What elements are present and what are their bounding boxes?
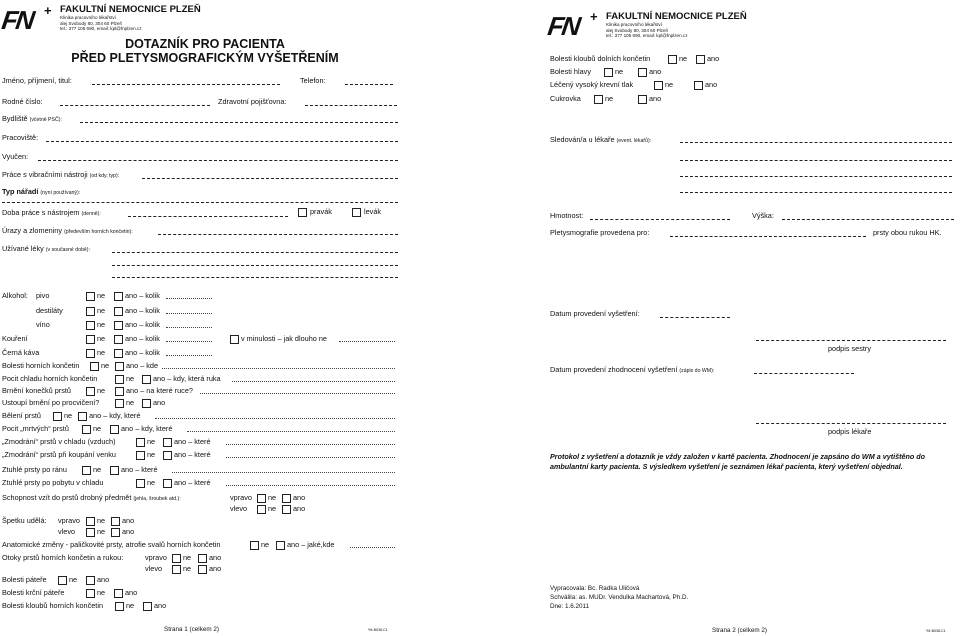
blue-bath-field[interactable]: [226, 457, 395, 458]
doctor-label: Sledován/a u lékaře (event. lékařů):: [550, 135, 652, 144]
blue-cold-no-checkbox[interactable]: [136, 438, 145, 447]
lower-joints-yes-checkbox[interactable]: [696, 55, 705, 64]
small-items-left-no-label: ne: [268, 504, 277, 513]
dead-fingers-no-checkbox[interactable]: [82, 425, 91, 434]
tingling-recedes-no-checkbox[interactable]: [115, 399, 124, 408]
tingling-recedes-no-label: ne: [126, 398, 135, 407]
coffee-no-label: ne: [97, 348, 106, 357]
pinch-left-no-checkbox[interactable]: [86, 528, 95, 537]
nurse-signature-label: podpis sestry: [828, 344, 871, 353]
stiff-cold-field[interactable]: [226, 485, 395, 486]
smoking-yes-checkbox[interactable]: [114, 335, 123, 344]
workplace-label: Pracoviště:: [2, 133, 39, 142]
lower-joints-no-checkbox[interactable]: [668, 55, 677, 64]
whitening-label: Bělení prstů: [2, 411, 41, 420]
swelling-right-yes-label: ano: [209, 553, 222, 562]
tingling-yes-label: ano – na které ruce?: [126, 386, 193, 395]
pinch-left-yes-checkbox[interactable]: [111, 528, 120, 537]
neck-yes-checkbox[interactable]: [114, 589, 123, 598]
injuries-label: Úrazy a zlomeniny (především horních končetin):: [2, 226, 133, 235]
hypertension-yes-label: ano: [705, 80, 718, 89]
anatomic-yes-label: ano – jaké,kde: [287, 540, 335, 549]
spine-yes-checkbox[interactable]: [86, 576, 95, 585]
wine-no-checkbox[interactable]: [86, 321, 95, 330]
blue-cold-field[interactable]: [226, 444, 395, 445]
whitening-yes-checkbox[interactable]: [78, 412, 87, 421]
dead-fingers-label: Pocit „mrtvých“ prstů: [2, 424, 69, 433]
diabetes-yes-checkbox[interactable]: [638, 95, 647, 104]
spirits-no-label: ne: [97, 306, 106, 315]
tingling-no-label: ne: [97, 386, 106, 395]
cold-feeling-field[interactable]: [232, 381, 395, 382]
blue-cold-yes-checkbox[interactable]: [163, 438, 172, 447]
anatomic-no-checkbox[interactable]: [250, 541, 259, 550]
pinch-right-yes-label: ano: [122, 516, 135, 525]
lower-joints-yes-label: ano: [707, 54, 720, 63]
tingling-field[interactable]: [200, 393, 395, 394]
whitening-yes-label: ano – kdy, které: [89, 411, 141, 420]
page-number: Strana 1 (celkem 2): [164, 626, 219, 633]
logo-plus-icon: +: [590, 9, 598, 24]
headache-yes-label: ano: [649, 67, 662, 76]
approved-by: Schválila: as. MUDr. Vendulka Machartová, Ph.D.: [550, 594, 689, 601]
spine-yes-label: ano: [97, 575, 110, 584]
dead-fingers-field[interactable]: [187, 431, 395, 432]
pletys-label: Pletysmografie provedena pro:: [550, 228, 650, 237]
tool-type-field[interactable]: [2, 202, 398, 203]
upper-joints-label: Bolesti kloubů horních končetin: [2, 601, 104, 610]
stiff-cold-yes-label: ano – které: [174, 478, 211, 487]
workplace-field[interactable]: [46, 141, 398, 142]
logo-letters: FN: [545, 11, 581, 41]
small-items-left-label: vlevo: [230, 504, 248, 513]
headache-no-checkbox[interactable]: [604, 68, 613, 77]
spirits-amount-field[interactable]: [166, 313, 212, 314]
blue-cold-label: „Zmodrání“ prstů v chladu (vzduch): [2, 437, 116, 446]
swelling-left-yes-label: ano: [209, 564, 222, 573]
hypertension-no-checkbox[interactable]: [654, 81, 663, 90]
anatomic-label: Anatomické změny - paličkovité prsty, atrofie svalů horních končetin: [2, 540, 221, 549]
spine-no-label: ne: [69, 575, 78, 584]
phone-field[interactable]: [345, 84, 393, 85]
beer-no-checkbox[interactable]: [86, 292, 95, 301]
doctor-signature-line[interactable]: [756, 423, 946, 424]
form-page-2: [480, 0, 960, 636]
stiff-morning-field[interactable]: [172, 472, 395, 473]
smoking-yes-label: ano – kolik: [125, 334, 160, 343]
diabetes-yes-label: ano: [649, 94, 662, 103]
training-field[interactable]: [38, 160, 398, 161]
stiff-morning-no-checkbox[interactable]: [82, 466, 91, 475]
page-number: Strana 2 (celkem 2): [712, 627, 767, 634]
tingling-no-checkbox[interactable]: [86, 387, 95, 396]
logo-letters: FN: [0, 5, 35, 35]
address-field[interactable]: [80, 122, 398, 123]
doctor-field-1[interactable]: [680, 142, 952, 143]
tingling-label: Brnění konečků prstů: [2, 386, 71, 395]
small-items-right-no-label: ne: [268, 493, 277, 502]
beer-no-label: ne: [97, 291, 106, 300]
hospital-logo: [545, 9, 600, 41]
pinch-right-yes-checkbox[interactable]: [111, 517, 120, 526]
spirits-yes-label: ano – kolik: [125, 306, 160, 315]
height-label: Výška:: [752, 211, 774, 220]
weight-field[interactable]: [590, 219, 730, 220]
swelling-right-no-checkbox[interactable]: [172, 554, 181, 563]
anatomic-no-label: ne: [261, 540, 270, 549]
smoking-no-label: ne: [97, 334, 106, 343]
training-label: Vyučen:: [2, 152, 29, 161]
smoking-past-field[interactable]: [339, 341, 395, 342]
name-field[interactable]: [92, 84, 280, 85]
upper-joints-no-label: ne: [126, 601, 135, 610]
form-subtitle: PŘED PLETYSMOGRAFICKÝM VYŠETŘENÍM: [71, 51, 339, 65]
nurse-signature-line[interactable]: [756, 340, 946, 341]
right-handed-checkbox[interactable]: [298, 208, 307, 217]
whitening-no-label: ne: [64, 411, 73, 420]
upper-pain-field[interactable]: [162, 368, 395, 369]
swelling-left-yes-checkbox[interactable]: [198, 565, 207, 574]
blue-bath-no-label: ne: [147, 450, 156, 459]
eval-date-field[interactable]: [754, 373, 854, 374]
cold-feeling-no-checkbox[interactable]: [115, 375, 124, 384]
smoking-past-checkbox[interactable]: [230, 335, 239, 344]
clinic-name: Klinika pracovního lékařství: [606, 22, 662, 27]
blue-bath-yes-label: ano – které: [174, 450, 211, 459]
upper-pain-label: Bolesti horních končetin: [2, 361, 80, 370]
coffee-yes-label: ano – kolik: [125, 348, 160, 357]
doctor-field-3[interactable]: [680, 176, 952, 177]
pinch-label: Špetku udělá:: [2, 516, 47, 525]
swelling-left-no-checkbox[interactable]: [172, 565, 181, 574]
small-items-left-no-checkbox[interactable]: [257, 505, 266, 514]
dead-fingers-no-label: ne: [93, 424, 102, 433]
tingling-yes-checkbox[interactable]: [115, 387, 124, 396]
upper-pain-yes-label: ano – kde: [126, 361, 159, 370]
lower-joints-no-label: ne: [679, 54, 688, 63]
hypertension-label: Léčený vysoký krevní tlak: [550, 80, 634, 89]
spirits-yes-checkbox[interactable]: [114, 307, 123, 316]
diabetes-label: Cukrovka: [550, 94, 581, 103]
small-items-right-no-checkbox[interactable]: [257, 494, 266, 503]
coffee-label: Černá káva: [2, 348, 40, 357]
small-items-right-yes-checkbox[interactable]: [282, 494, 291, 503]
upper-joints-no-checkbox[interactable]: [115, 602, 124, 611]
stiff-cold-yes-checkbox[interactable]: [163, 479, 172, 488]
neck-no-checkbox[interactable]: [86, 589, 95, 598]
work-time-label: Doba práce s nástrojem (denně):: [2, 208, 101, 217]
smoking-past-label: v minulosti – jak dlouho ne: [241, 334, 327, 343]
spine-label: Bolesti páteře: [2, 575, 47, 584]
height-field[interactable]: [782, 219, 954, 220]
stiff-morning-no-label: ne: [93, 465, 102, 474]
swelling-left-no-label: ne: [183, 564, 192, 573]
tingling-recedes-yes-checkbox[interactable]: [142, 399, 151, 408]
logo-plus-icon: +: [44, 3, 52, 18]
medication-label: Užívané léky (v současné době):: [2, 244, 90, 253]
insurance-field[interactable]: [305, 105, 397, 106]
dead-fingers-yes-label: ano – kdy, které: [121, 424, 173, 433]
cold-feeling-no-label: ne: [126, 374, 135, 383]
injuries-field[interactable]: [158, 234, 398, 235]
clinic-contact: tel.: 377 105 690, email: kpl@fnplzen.cz: [60, 26, 142, 31]
headache-no-label: ne: [615, 67, 624, 76]
stiff-cold-label: Ztuhlé prsty po pobytu v chladu: [2, 478, 104, 487]
blue-bath-yes-checkbox[interactable]: [163, 451, 172, 460]
pinch-left-yes-label: ano: [122, 527, 135, 536]
neck-label: Bolesti krční páteře: [2, 588, 65, 597]
stiff-morning-yes-label: ano – které: [121, 465, 158, 474]
clinic-name: Klinika pracovního lékařství: [60, 15, 116, 20]
swelling-right-label: vpravo: [145, 553, 167, 562]
protocol-note: Protokol z vyšetření a dotazník je vždy založen v kartě pacienta. Zhodnocení je zapsáno do WM a vytištěno do ambulantní karty pacienta. S výsledkem vyšetření je seznámen lékař pacienta, který vyšetření objednal.: [550, 452, 926, 471]
upper-joints-yes-label: ano: [154, 601, 167, 610]
document-code: *M-B038-C1: [926, 629, 946, 633]
blue-cold-yes-label: ano – které: [174, 437, 211, 446]
hypertension-yes-checkbox[interactable]: [694, 81, 703, 90]
neck-yes-label: ano: [125, 588, 138, 597]
hospital-logo: [0, 3, 54, 35]
doctor-field-4[interactable]: [680, 192, 952, 193]
document-code: *M-B038-C1: [368, 628, 388, 632]
pinch-left-no-label: ne: [97, 527, 106, 536]
clinic-address: alej Svobody 80, 304 60 Plzeň: [606, 27, 669, 33]
exam-date-field[interactable]: [660, 317, 730, 318]
whitening-no-checkbox[interactable]: [53, 412, 62, 421]
anatomic-field[interactable]: [350, 547, 395, 548]
vibration-label: Práce s vibračními nástroji (od kdy, typ):: [2, 170, 120, 179]
wine-yes-checkbox[interactable]: [114, 321, 123, 330]
blue-bath-label: „Zmodrání“ prstů při koupání venku: [2, 450, 116, 459]
left-handed-label: levák: [364, 207, 382, 216]
beer-label: pivo: [36, 291, 50, 300]
prepared-by: Vypracovala: Bc. Radka Uličová: [550, 585, 640, 592]
coffee-amount-field[interactable]: [166, 355, 212, 356]
clinic-contact: tel.: 377 105 690, email: kpl@fnplzen.cz: [606, 33, 688, 38]
small-items-label: Schopnost vzít do prstů drobný předmět (jehla, šroubek atd.):: [2, 493, 181, 502]
vibration-field[interactable]: [142, 178, 398, 179]
clinic-address: alej Svobody 80, 304 60 Plzeň: [60, 20, 123, 26]
medication-field-1[interactable]: [112, 252, 398, 253]
cold-feeling-label: Pocit chladu horních končetin: [2, 374, 98, 383]
beer-amount-field[interactable]: [166, 298, 212, 299]
form-title: DOTAZNÍK PRO PACIENTA: [125, 37, 285, 51]
wine-label: víno: [36, 320, 50, 329]
small-items-left-yes-label: ano: [293, 504, 306, 513]
swelling-label: Otoky prstů horních končetin a rukou:: [2, 553, 124, 562]
blue-cold-no-label: ne: [147, 437, 156, 446]
anatomic-yes-checkbox[interactable]: [276, 541, 285, 550]
beer-yes-checkbox[interactable]: [114, 292, 123, 301]
stiff-morning-label: Ztuhlé prsty po ránu: [2, 465, 67, 474]
stiff-cold-no-label: ne: [147, 478, 156, 487]
document-date: Dne: 1.6.2011: [550, 603, 590, 610]
spirits-no-checkbox[interactable]: [86, 307, 95, 316]
pletys-field[interactable]: [670, 236, 866, 237]
upper-pain-yes-checkbox[interactable]: [115, 362, 124, 371]
headache-yes-checkbox[interactable]: [638, 68, 647, 77]
blue-bath-no-checkbox[interactable]: [136, 451, 145, 460]
beer-yes-label: ano – kolik: [125, 291, 160, 300]
upper-pain-no-checkbox[interactable]: [90, 362, 99, 371]
headache-label: Bolesti hlavy: [550, 67, 591, 76]
alcohol-label: Alkohol:: [2, 291, 28, 300]
small-items-right-yes-label: ano: [293, 493, 306, 502]
pinch-right-label: vpravo: [58, 516, 80, 525]
exam-date-label: Datum provedení vyšetření:: [550, 309, 640, 318]
right-handed-label: pravák: [310, 207, 332, 216]
upper-joints-yes-checkbox[interactable]: [143, 602, 152, 611]
eval-date-label: Datum provedení zhodnocení vyšetření (zápis do WM):: [550, 365, 715, 374]
swelling-right-yes-checkbox[interactable]: [198, 554, 207, 563]
dead-fingers-yes-checkbox[interactable]: [110, 425, 119, 434]
address-label: Bydliště (včetně PSČ):: [2, 114, 62, 123]
doctor-signature-label: podpis lékaře: [828, 427, 872, 436]
stiff-morning-yes-checkbox[interactable]: [110, 466, 119, 475]
medication-field-3[interactable]: [112, 277, 398, 278]
weight-label: Hmotnost:: [550, 211, 584, 220]
name-label: Jméno, příjmení, titul:: [2, 76, 72, 85]
pinch-right-no-label: ne: [97, 516, 106, 525]
tingling-recedes-yes-label: ano: [153, 398, 166, 407]
pinch-right-no-checkbox[interactable]: [86, 517, 95, 526]
small-items-right-label: vpravo: [230, 493, 252, 502]
spirits-label: destiláty: [36, 306, 63, 315]
wine-yes-label: ano – kolik: [125, 320, 160, 329]
smoking-label: Kouření: [2, 334, 28, 343]
smoking-no-checkbox[interactable]: [86, 335, 95, 344]
whitening-field[interactable]: [155, 418, 395, 419]
small-items-left-yes-checkbox[interactable]: [282, 505, 291, 514]
left-handed-checkbox[interactable]: [352, 208, 361, 217]
diabetes-no-label: ne: [605, 94, 614, 103]
tool-type-label: Typ nářadí (nyní používaný):: [2, 187, 81, 196]
pletys-suffix: prsty obou rukou HK.: [873, 228, 942, 237]
tingling-recedes-label: Ustoupí brnění po procvičení?: [2, 398, 100, 407]
coffee-yes-checkbox[interactable]: [114, 349, 123, 358]
hypertension-no-label: ne: [665, 80, 674, 89]
hospital-name: FAKULTNÍ NEMOCNICE PLZEŇ: [606, 11, 747, 22]
upper-pain-no-label: ne: [101, 361, 110, 370]
stiff-cold-no-checkbox[interactable]: [136, 479, 145, 488]
diabetes-no-checkbox[interactable]: [594, 95, 603, 104]
wine-no-label: ne: [97, 320, 106, 329]
coffee-no-checkbox[interactable]: [86, 349, 95, 358]
neck-no-label: ne: [97, 588, 106, 597]
medication-field-2[interactable]: [112, 265, 398, 266]
wine-amount-field[interactable]: [166, 327, 212, 328]
phone-label: Telefon:: [300, 76, 326, 85]
insurance-label: Zdravotní pojišťovna:: [218, 97, 287, 106]
swelling-left-label: vlevo: [145, 564, 163, 573]
swelling-right-no-label: ne: [183, 553, 192, 562]
birth-number-field[interactable]: [60, 105, 210, 106]
work-time-field[interactable]: [128, 216, 288, 217]
cold-feeling-yes-label: ano – kdy, která ruka: [153, 374, 221, 383]
doctor-field-2[interactable]: [680, 160, 952, 161]
smoking-amount-field[interactable]: [166, 341, 212, 342]
birth-number-label: Rodné číslo:: [2, 97, 43, 106]
cold-feeling-yes-checkbox[interactable]: [142, 375, 151, 384]
spine-no-checkbox[interactable]: [58, 576, 67, 585]
lower-joints-label: Bolesti kloubů dolních končetin: [550, 54, 651, 63]
pinch-left-label: vlevo: [58, 527, 76, 536]
hospital-name: FAKULTNÍ NEMOCNICE PLZEŇ: [60, 4, 201, 15]
